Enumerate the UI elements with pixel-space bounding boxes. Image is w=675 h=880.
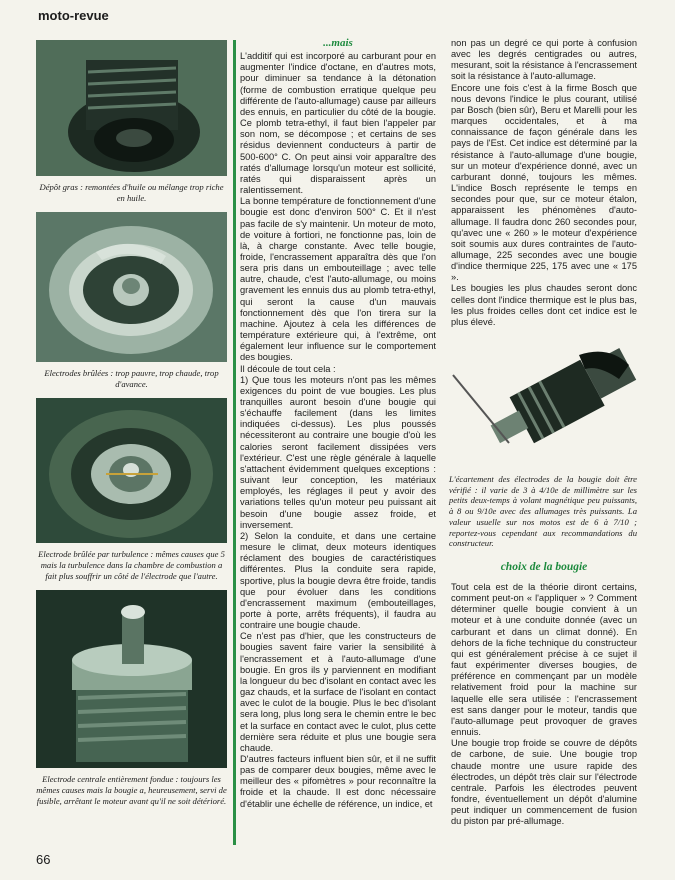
paragraph: Tout cela est de la théorie diront certains, comment peut-on « l'appliquer » ? Comment déterminer quelle bougie convient à un moteur et à une conduite donnée (avec un carburant et dans un climat donné). En dehors de la fiche technique du constructeur qui est généralement précise à ce sujet il faut expérimenter diverses bougies, de préférence en commençant par un modèle relativement froid pour la machine sur laquelle elle sera utilisée : l'encrassement est sans danger pour le moteur, tandis que l'auto-allumage peut provoquer de graves ennuis.	[451, 582, 637, 738]
paragraph: D'autres facteurs influent bien sûr, et il ne suffit pas de comparer deux bougies, même avec le meilleur des « pifomètres » pour reconnaître la froide et la chaude. Il est donc nécessaire d'établir une échelle de référence, un indice, et	[240, 754, 436, 809]
spark-plug-photo-burnt-electrodes	[36, 212, 227, 362]
spark-plug-photo-turbulence	[36, 398, 227, 543]
page-number: 66	[36, 852, 51, 867]
paragraph: Encore une fois c'est à la firme Bosch que nous devons l'indice le plus courant, utilisé par Bosch (bien sûr), Beru et Marelli pour les marques occidentales, et à ma connaissance de façon générale dans les pays de l'Est. Cet indice est déterminé par la résistance à l'auto-allumage d'une bougie, sur un moteur d'expérience donné, avec un carburant donné, toujours les mêmes. L'indice Bosch représente le temps en secondes pour que, sur ce moteur étalon, apparaissent les phénomènes d'auto-allumage. Il faudra donc 260 secondes pour, qu'avec une « 260 » le moteur d'expérience soit soumis aux dures contraintes de l'auto-allumage, 225 secondes avec une bougie d'indice thermique 225, 175 avec une « 175 ».	[451, 82, 637, 283]
paragraph: 1) Que tous les moteurs n'ont pas les mêmes exigences du point de vue bougies. Les plus tranquilles auront besoin d'une bougie qui s'échauffe facilement (dans les limites indiquées ci-dessus). Les plus poussés nécessiteront au contraire une bougie d'où les calories seront facilement dissipées vers l'extérieur. C'est une règle générale à laquelle s'attachent évidemment quelques exceptions : suivant leur conception, les matériaux employés, les réglages il peut y avoir des variations telles qu'un moteur peu puissant ait besoin d'une bougie assez froide, et inversement.	[240, 374, 436, 530]
article-column-3-bottom	[451, 582, 637, 852]
paragraph: La bonne température de fonctionnement d'une bougie est donc d'environ 500° C. Et il n'est pas facile de s'y maintenir. Un moteur de moto, de voiture à fortiori, ne fonctionne pas, loin de là, à charge constante. Avec telle bougie, froide, l'encrassement apparaîtra dès que l'on sera pris dans un embouteillage ; avec telle autre, chaude, c'est l'auto-allumage, ou moins gravement les ennuis dus au plomb tetra-ethyl, qui seront la cause d'un mauvais fonctionnement dès que l'on tirera sur la machine. Ajoutez à cela les différences de température extérieure qui, à l'extrême, ont également leur influence sur le comportement des bougies.	[240, 196, 436, 363]
caption-burnt-electrodes: Electrodes brûlées : trop pauvre, trop chaude, trop d'avance.	[44, 368, 219, 389]
paragraph: Une bougie trop froide se couvre de dépôts de carbone, de suie. Une bougie trop chaude montre une usure rapide des électrodes, un dépôt très clair sur l'électrode centrale. Parfois les électrodes peuvent fondre, éventuellement un dépôt d'alumine peut indiquer un commencement de fusion du piston par pré-allumage.	[451, 738, 637, 827]
column-divider	[233, 40, 236, 845]
section-title-mais: ...mais	[323, 38, 353, 49]
article-column-3	[451, 38, 637, 334]
section-title-choix: choix de la bougie	[500, 561, 588, 573]
caption-melted-electrode: Electrode centrale entièrement fondue : toujours les mêmes causes mais la bougie a, heureusement, servi de fusible, arrêtant le moteur avant qu'il ne soit détérioré.	[36, 774, 227, 806]
paragraph: non pas un degré ce qui porte à confusion avec les degrés centigrades ou autres, mesurant, soit la résistance à l'encrassement soit la résistance à l'auto-allumage.	[451, 38, 637, 82]
caption-electrode-gap: L'écartement des électrodes de la bougie doit être vérifié : il varie de 3 à 4/10e de millimètre sur les petits deux-temps à volant magnétique peu puissants, à 8 ou 9/10e avec des allumages très puissants. La valeur usuelle sur nos motos est de 6 à 7/10 ; reportez-vous cependant aux recommandations du constructeur.	[449, 474, 637, 549]
caption-turbulence: Electrode brûlée par turbulence : mêmes causes que 5 mais la turbulence dans la chambre de combustion a fait plus souffrir un côté de l'électrode que l'autre.	[38, 549, 225, 581]
spark-plug-photo-melted-electrode	[36, 590, 227, 768]
paragraph: 2) Selon la conduite, et dans une certaine mesure le climat, deux moteurs identiques réclament des bougies de caractéristiques différentes. Plus la conduite sera rapide, sportive, plus la bougie devra être froide, tandis que pour évoluer dans les conditions d'encrassement maximum (embouteillages, porte à porte, arrêts fréquents), il faudra au contraire une bougie chaude.	[240, 530, 436, 631]
paragraph: Ce n'est pas d'hier, que les constructeurs de bougies savent faire varier la sensibilité à l'encrassement et à l'auto-allumage d'une bougie. En gros ils y parviennent en modifiant la longueur du bec d'isolant en contact avec les gaz chauds, et la surface de l'isolant en contact avec le culot de la bougie. Plus le bec d'isolant sera long, plus long sera le chemin entre le bec et la surface en contact avec le culot, plus cette dernière sera réduite et plus une bougie sera chaude.	[240, 631, 436, 753]
left-photo-column	[36, 40, 227, 807]
article-column-2	[240, 38, 436, 850]
paragraph: Il découle de tout cela :	[240, 363, 336, 374]
paragraph: Les bougies les plus chaudes seront donc celles dont l'indice thermique est le plus bas, les plus froides celles dont cet indice est le plus élevé.	[451, 283, 637, 327]
magazine-header: moto-revue	[38, 8, 109, 23]
spark-plug-gap-photo	[449, 335, 637, 469]
paragraph: L'additif qui est incorporé au carburant pour en augmenter l'indice d'octane, en d'autres mots, pour diminuer sa tendance à la détonation (forme de combustion erratique quelque peu différente de l'auto-allumage) cause par ailleurs des ennuis, en particulier du côté de la bougie. Ce plomb tetra-ethyl, il faut bien l'appeler par son nom, se décompose ; et certains de ses résidus deviennent conducteurs à partir de 500-600° C. On peut ainsi voir apparaître des ratés d'allumage lorsqu'un moteur est sollicité, ratés qui disparaissent après un ralentissement.	[240, 51, 436, 196]
spark-plug-photo-oily-deposit	[36, 40, 227, 176]
caption-oily-deposit: Dépôt gras : remontées d'huile ou mélange trop riche en huile.	[39, 182, 224, 203]
